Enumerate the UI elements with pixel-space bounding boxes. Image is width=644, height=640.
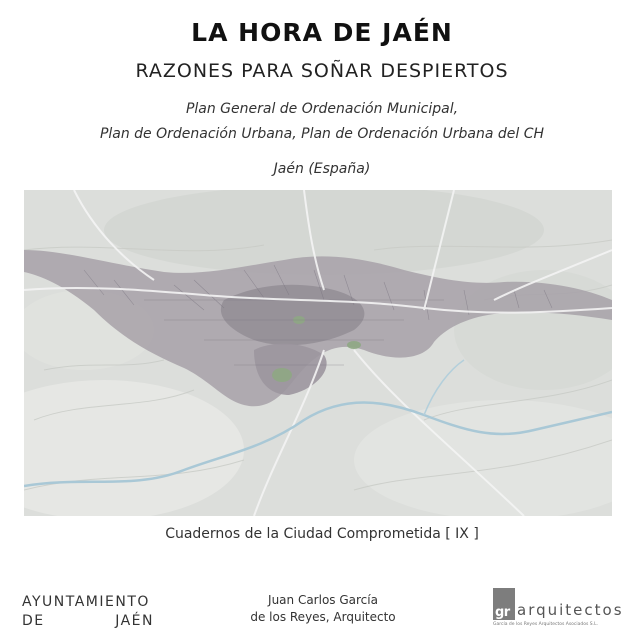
architect-line-2: de los Reyes, Arquitecto [250, 610, 396, 624]
ayuntamiento-jaen: JAÉN [115, 613, 154, 629]
series-caption: Cuadernos de la Ciudad Comprometida [ IX ] [165, 526, 479, 542]
plan-line-2: Plan de Ordenación Urbana, Plan de Ordenación Urbana del CH [99, 126, 545, 142]
aerial-map-image [24, 190, 612, 516]
page-title: LA HORA DE JAÉN [191, 18, 453, 47]
ayuntamiento-de: DE [22, 613, 45, 629]
ayuntamiento-line-1: AYUNTAMIENTO [22, 594, 150, 610]
place-label: Jaén (España) [273, 161, 371, 177]
ayuntamiento-line-2 [22, 613, 154, 629]
plan-line-1: Plan General de Ordenación Municipal, [185, 101, 459, 117]
gr-arquitectos-logo [493, 588, 633, 632]
architect-line-1: Juan Carlos García [268, 593, 378, 607]
ayuntamiento-logo [22, 594, 154, 629]
architect-credit [248, 592, 398, 626]
gr-logo-wordmark: arquitectos [517, 601, 624, 619]
gr-logo-letters: gr [495, 605, 510, 620]
gr-logo-mark [493, 588, 515, 620]
page-subtitle: RAZONES PARA SOÑAR DESPIERTOS [135, 60, 509, 82]
gr-logo-caption: García de los Reyes Arquitectos Asociados S.L. [493, 622, 599, 627]
